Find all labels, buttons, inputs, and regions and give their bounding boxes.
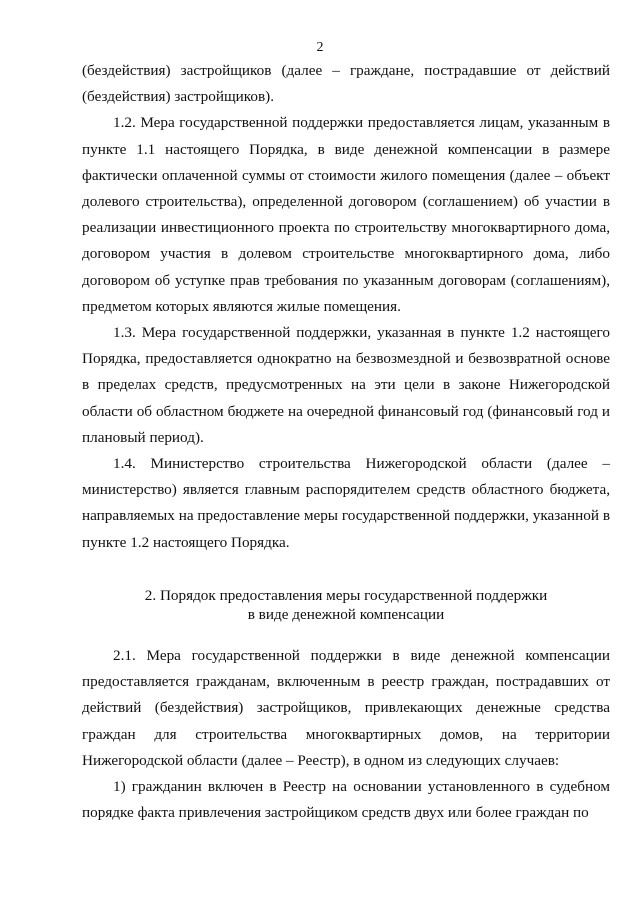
page-number: 2 <box>316 40 324 55</box>
section-heading-line-2: в виде денежной компенсации <box>247 606 445 623</box>
section-heading <box>82 586 610 624</box>
paragraph-1-2: 1.2. Мера государственной поддержки предоставляется лицам, указанным в пункте 1.1 настоящего Порядка, в виде денежной компенсации в размере фактически оплаченной суммы от стоимости жилого помещения (далее – объект долевого строительства), определенной договором (соглашением) об участии в реализации инвестиционного проекта по строительству многоквартирного дома, договором участия в долевом строительстве многоквартирного дома, либо договором об уступке прав требования по указанным договорам (соглашениям), предметом которых являются жилые помещения. <box>82 114 610 315</box>
paragraph-continuation: (бездействия) застройщиков (далее – граждане, пострадавшие от действий (бездействия) застройщиков). <box>82 62 610 106</box>
body-text-top <box>82 58 610 556</box>
paragraph-1-3: 1.3. Мера государственной поддержки, указанная в пункте 1.2 настоящего Порядка, предоставляется однократно на безвозмездной и безвозвратной основе в пределах средств, предусмотренных на эти цели в законе Нижегородской области об областном бюджете на очередной финансовый год (финансовый год и плановый период). <box>82 324 610 446</box>
section-heading-line-1: 2. Порядок предоставления меры государственной поддержки <box>144 587 548 604</box>
paragraph-2-1-item-1: 1) гражданин включен в Реестр на основании установленного в судебном порядке факта привлечения застройщиком средств двух или более граждан по <box>82 778 610 822</box>
paragraph-2-1: 2.1. Мера государственной поддержки в виде денежной компенсации предоставляется гражданам, включенным в реестр граждан, пострадавших от действий (бездействия) застройщиков, привлекающих денежные средства граждан для строительства многоквартирных домов, на территории Нижегородской области (далее – Реестр), в одном из следующих случаев: <box>82 647 610 769</box>
body-text-bottom <box>82 643 610 826</box>
paragraph-1-4: 1.4. Министерство строительства Нижегородской области (далее – министерство) является главным распорядителем средств областного бюджета, направляемых на предоставление меры государственной поддержки, указанной в пункте 1.2 настоящего Порядка. <box>82 455 610 551</box>
